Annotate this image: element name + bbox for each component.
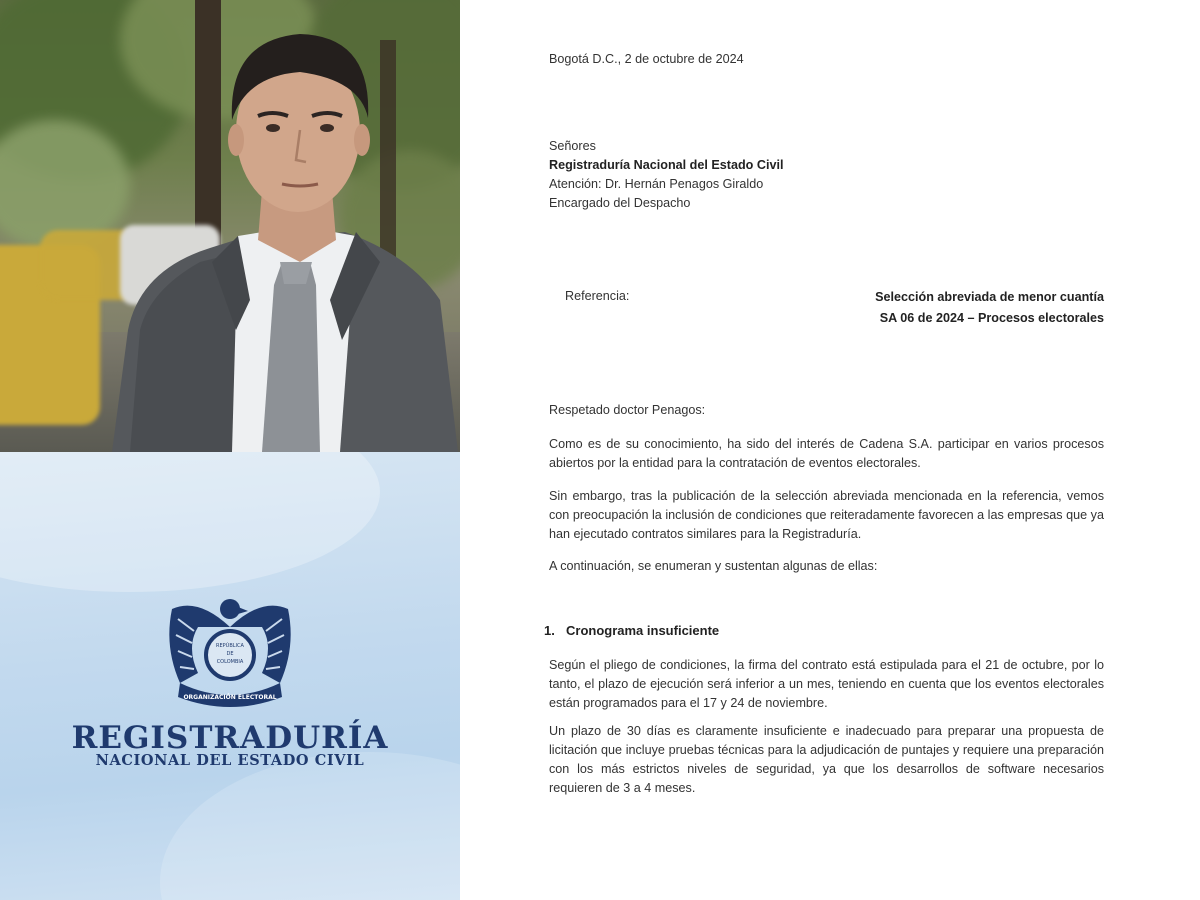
- reference-label: Referencia:: [565, 289, 630, 303]
- brand-name-main: REGISTRADURÍA: [71, 720, 389, 756]
- svg-text:REPÚBLICA: REPÚBLICA: [216, 643, 244, 649]
- letter-document: [460, 0, 1200, 900]
- portrait-photo: [0, 0, 460, 452]
- reference-line-1: Selección abreviada de menor cuantía: [875, 290, 1104, 304]
- svg-text:ORGANIZACIÓN ELECTORAL: ORGANIZACIÓN ELECTORAL: [183, 694, 277, 701]
- section-heading: [544, 621, 719, 640]
- letter-recipient-org: Registraduría Nacional del Estado Civil: [549, 158, 784, 172]
- letter-attention: Atención: Dr. Hernán Penagos Giraldo: [549, 177, 764, 191]
- letter-date: Bogotá D.C., 2 de octubre de 2024: [549, 52, 744, 66]
- reference-line-2: SA 06 de 2024 – Procesos electorales: [879, 311, 1104, 325]
- brand-name-sub: NACIONAL DEL ESTADO CIVIL: [95, 752, 365, 769]
- reference-subject: [740, 287, 1104, 329]
- paragraph-3: A continuación, se enumeran y sustentan algunas de ellas:: [549, 559, 878, 573]
- paragraph-5: Un plazo de 30 días es claramente insuficiente e inadecuado para preparar una propuesta de licitación que incluye pruebas técnicas para la adjudicación de puntajes y requiere una preparación con los más estrictos niveles de seguridad, ya que los desarrollos de software necesarios requieren de 3 a 4 meses.: [549, 724, 1104, 795]
- svg-text:DE: DE: [226, 651, 234, 657]
- letter-recipient-role: Encargado del Despacho: [549, 196, 691, 210]
- registraduria-logo-panel: [0, 452, 460, 900]
- paragraph-2: Sin embargo, tras la publicación de la selección abreviada mencionada en la referencia, vemos con preocupación la inclusión de condiciones que reiteradamente favorecen a las empresas que ya han ejecutado contratos similares para la Registraduría.: [549, 489, 1104, 541]
- letter-salutation-to: Señores: [549, 139, 596, 153]
- condor-seal-icon: [158, 587, 302, 715]
- man-in-suit: [0, 0, 460, 452]
- paragraph-1: Como es de su conocimiento, ha sido del interés de Cadena S.A. participar en varios procesos abiertos por la entidad para la contratación de eventos electorales.: [549, 437, 1104, 470]
- section-title: Cronograma insuficiente: [566, 623, 720, 638]
- svg-text:COLOMBIA: COLOMBIA: [216, 659, 244, 665]
- paragraph-4: Según el pliego de condiciones, la firma del contrato está estipulada para el 21 de octubre, por lo tanto, el plazo de ejecución será inferior a un mes, teniendo en cuenta que los eventos electorales están programados para el 17 y 24 de noviembre.: [549, 658, 1104, 710]
- letter-greeting: Respetado doctor Penagos:: [549, 403, 706, 417]
- section-number: 1.: [544, 623, 555, 638]
